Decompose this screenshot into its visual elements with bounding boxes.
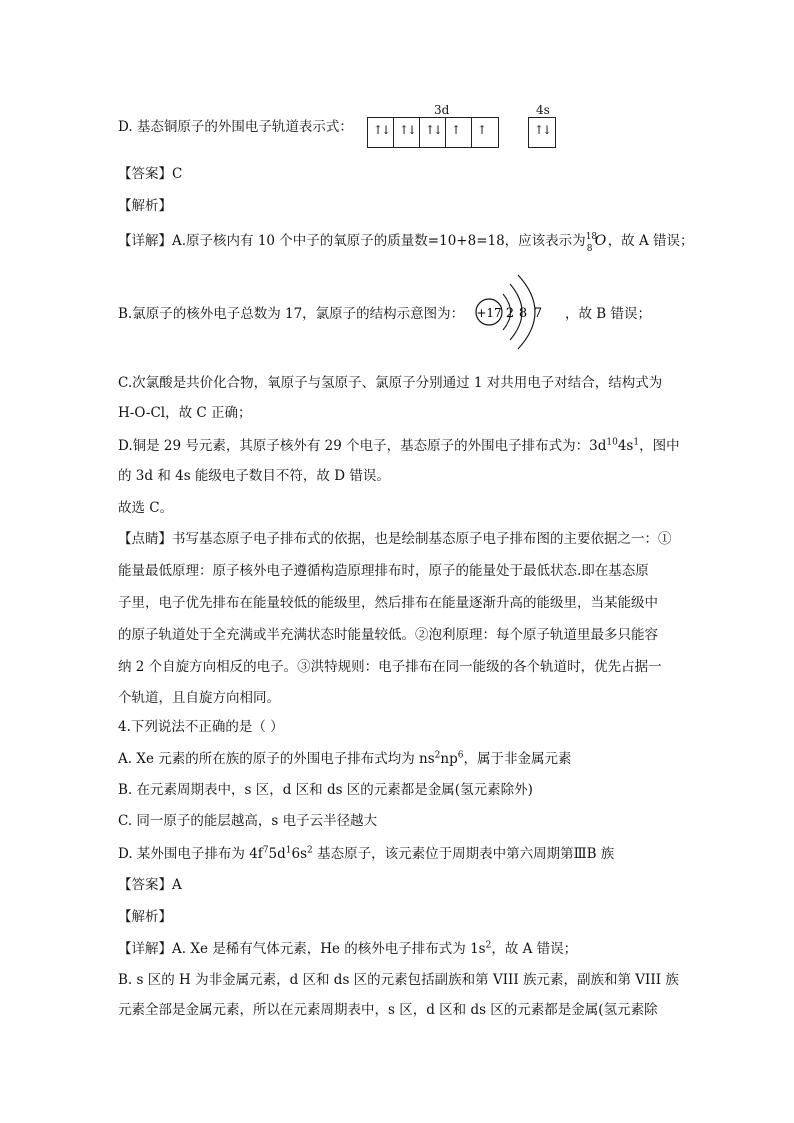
superscript: 7 — [262, 845, 269, 856]
q4-option-d — [118, 845, 614, 863]
q3-choose: 故选 C。 — [118, 500, 174, 516]
option-a-text: ，属于非金属元素 — [463, 751, 572, 767]
isotope-symbol: O — [594, 233, 607, 249]
option-d-text: 5d — [268, 846, 286, 862]
q3-note-line3: 子里，电子优先排布在能量较低的能级里，然后排布在能量逐渐升高的能级里，当某能级中 — [118, 595, 658, 611]
q3-note-line5: 纳 2 个自旋方向相反的电子。③洪特规则：电子排布在同一能级的各个轨道时，优先占据一 — [118, 659, 662, 675]
orbital-label-3d: 3d — [434, 103, 450, 117]
d-orbital-2 — [394, 118, 420, 147]
option-d-text: 基态原子，该元素位于周期表中第六周期第ⅢB 族 — [312, 846, 615, 862]
q3-answer: 【答案】C — [118, 166, 183, 182]
spin-down-arrow: ↓ — [433, 123, 444, 137]
isotope-mass: 18 — [585, 232, 598, 242]
q3-note-line6: 个轨道，且自旋方向相同。 — [118, 690, 280, 706]
detail-d-text: 4s — [617, 438, 634, 454]
detail-a-text: 【详解】A. Xe 是稀有气体元素，He 的核外电子排布式为 1s — [118, 941, 486, 957]
option-a-text: A. Xe 元素的所在族的原子的外围电子排布式均为 ns — [118, 751, 435, 767]
spin-up-arrow: ↑ — [477, 123, 488, 137]
q3-detail-c-line2: H-O-Cl，故 C 正确； — [118, 405, 252, 421]
superscript: 2 — [307, 845, 313, 856]
q3-detail-c-line1: C.次氯酸是共价化合物，氧原子与氢原子、氯原子分别通过 1 对共用电子对结合，结构式为 — [118, 375, 663, 391]
spin-up-arrow: ↑ — [373, 123, 384, 137]
isotope-notation — [585, 232, 608, 254]
orbital-diagram-3d — [367, 117, 499, 148]
spin-up-arrow: ↑ — [399, 123, 410, 137]
q3-analysis-heading: 【解析】 — [118, 198, 172, 214]
d-orbital-5 — [472, 118, 498, 147]
q4-detail-a — [118, 940, 577, 958]
chlorine-structure-diagram — [470, 272, 562, 352]
detail-d-text: ，图中 — [639, 438, 680, 454]
s-orbital-1 — [529, 118, 555, 147]
superscript: 2 — [434, 750, 441, 761]
superscript: 2 — [485, 940, 492, 951]
superscript: 10 — [606, 437, 618, 448]
nucleus-charge: +17 — [476, 306, 502, 320]
q4-detail-b-line2: 元素全部是金属元素，所以在元素周期表中，s 区，d 区和 ds 区的元素都是金属(氢元素除 — [118, 1002, 658, 1018]
shell-2-electrons: 8 — [518, 306, 528, 321]
q4-answer: 【答案】A — [118, 877, 182, 893]
superscript: 1 — [285, 845, 292, 856]
shell-1-electrons: 2 — [505, 306, 515, 321]
spin-down-arrow: ↓ — [407, 123, 418, 137]
option-a-text: np — [440, 751, 458, 767]
spin-up-arrow: ↑ — [534, 123, 545, 137]
option-d-text: 6s — [291, 846, 308, 862]
q4-detail-b-line1: B. s 区的 H 为非金属元素，d 区和 ds 区的元素包括副族和第 VIII 族元素，副族和第 VIII 族 — [118, 972, 679, 988]
shell-3-electrons: 7 — [533, 306, 543, 321]
superscript: 6 — [457, 750, 464, 761]
q3-detail-b-suffix: ，故 B 错误； — [565, 306, 652, 322]
option-d-text: D. 某外围电子排布为 4f — [118, 846, 263, 862]
q3-detail-b — [118, 305, 464, 323]
d-orbital-4 — [446, 118, 472, 147]
detail-a-prefix: 【详解】A.原子核内有 10 个中子的氧原子的质量数=10+8=18，应该表示为 — [118, 233, 586, 249]
detail-d-text: D.铜是 29 号元素，其原子核外有 29 个电子，基态原子的外围电子排布式为：3d — [118, 438, 607, 454]
q4-stem: 4.下列说法不正确的是（ ） — [118, 719, 284, 735]
orbital-diagram-4s — [528, 117, 556, 148]
q4-option-c: C. 同一原子的能层越高，s 电子云半径越大 — [118, 813, 378, 829]
q4-analysis-heading: 【解析】 — [118, 909, 172, 925]
d-orbital-3 — [420, 118, 446, 147]
spin-up-arrow: ↑ — [451, 123, 462, 137]
superscript: 1 — [633, 437, 640, 448]
detail-a-suffix: ，故 A 错误； — [607, 233, 694, 249]
isotope-number: 8 — [586, 244, 593, 254]
q3-option-d: D. 基态铜原子的外围电子轨道表示式： — [118, 119, 353, 135]
q4-option-a — [118, 750, 571, 768]
detail-b-prefix: B.氯原子的核外电子总数为 17，氯原子的结构示意图为： — [118, 306, 465, 322]
q4-option-b: B. 在元素周期表中，s 区，d 区和 ds 区的元素都是金属(氢元素除外) — [118, 782, 533, 798]
q3-note-line2: 能量最低原理：原子核外电子遵循构造原理排布时，原子的能量处于最低状态.即在基态原 — [118, 563, 649, 579]
spin-down-arrow: ↓ — [542, 123, 553, 137]
q3-detail-a — [118, 232, 694, 254]
detail-a-text: ，故 A 错误； — [491, 941, 578, 957]
spin-down-arrow: ↓ — [381, 123, 392, 137]
orbital-label-4s: 4s — [536, 103, 550, 117]
q3-detail-d-line1 — [118, 437, 680, 455]
q3-detail-d-line2: 的 3d 和 4s 能级电子数目不符，故 D 错误。 — [118, 468, 390, 484]
d-orbital-1 — [368, 118, 394, 147]
spin-up-arrow: ↑ — [425, 123, 436, 137]
q3-note-line4: 的原子轨道处于全充满或半充满状态时能量较低。②泡利原理：每个原子轨道里最多只能容 — [118, 627, 658, 643]
q3-note-line1: 【点睛】书写基态原子电子排布式的依据，也是绘制基态原子电子排布图的主要依据之一：① — [118, 531, 672, 547]
